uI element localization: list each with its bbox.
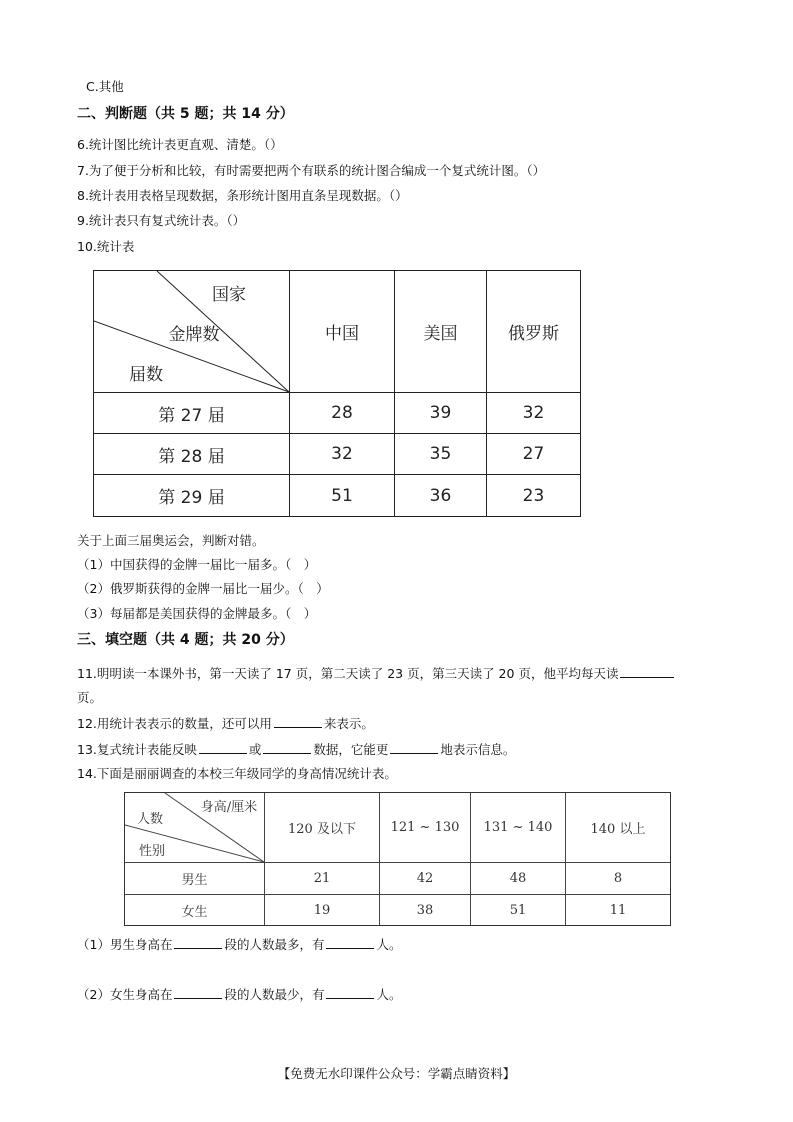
section-3-heading: 三、填空题（共 4 题；共 20 分） (77, 632, 294, 648)
row-label: 男生 (181, 873, 208, 888)
table-cell: 36 (429, 485, 452, 506)
answer-blank[interactable] (326, 936, 374, 949)
column-header: 121 ~ 130 (390, 820, 460, 835)
question-13-text: 或 (248, 742, 262, 757)
option-c: C.其他 (86, 79, 124, 94)
answer-blank[interactable] (174, 936, 222, 949)
table-cell: 35 (429, 444, 452, 464)
height-table (124, 792, 671, 926)
question-14-sub-2 (77, 986, 402, 1004)
answer-blank[interactable] (620, 665, 674, 678)
row-label: 第 28 届 (158, 446, 225, 467)
table-cell: 27 (522, 444, 545, 464)
question-10-statement-3: （3）每届都是美国获得的金牌最多。（ ） (77, 606, 317, 621)
column-header: 120 及以下 (288, 822, 356, 837)
row-label: 第 29 届 (158, 488, 225, 508)
table-cell: 11 (609, 902, 627, 918)
question-10-intro: 关于上面三届奥运会，判断对错。 (77, 533, 265, 548)
question-14-sub-2-text: （2）女生身高在 (77, 987, 173, 1002)
column-header: 140 以上 (590, 822, 646, 837)
question-13 (77, 741, 515, 759)
row-label: 第 27 届 (158, 405, 225, 426)
question-7: 7.为了便于分析和比较，有时需要把两个有联系的统计图合编成一个复式统计图。（） (77, 163, 546, 178)
answer-blank[interactable] (174, 986, 222, 999)
table-cell: 38 (416, 902, 434, 918)
table-cell: 28 (331, 403, 353, 423)
question-11-text: 11.明明读一本课外书，第一天读了 17 页，第二天读了 23 页，第三天读了 20 页，他平均每天读 (77, 666, 619, 681)
question-11-end: 页。 (77, 690, 103, 705)
answer-blank[interactable] (274, 715, 322, 728)
column-header: 美国 (423, 324, 458, 344)
question-14-sub-1-text: （1）男生身高在 (77, 937, 173, 952)
corner-label-height: 身高/厘米 (200, 799, 258, 815)
question-13-text-end: 地表示信息。 (440, 742, 516, 757)
page-footer: 【免费无水印课件公众号：学霸点睛资料】 (277, 1066, 516, 1081)
table-cell: 32 (522, 403, 545, 423)
table-cell: 21 (313, 871, 331, 886)
column-header: 131 ~ 140 (483, 820, 553, 835)
row-label: 女生 (181, 904, 208, 920)
question-9: 9.统计表只有复式统计表。（） (77, 213, 246, 228)
question-10-statement-2: （2）俄罗斯获得的金牌一届比一届少。（ ） (77, 581, 329, 596)
question-10-statement-1: （1）中国获得的金牌一届比一届多。（ ） (77, 557, 317, 572)
corner-label-count: 人数 (136, 811, 163, 827)
corner-label-medals: 金牌数 (168, 324, 220, 345)
table-cell: 48 (509, 871, 527, 886)
answer-blank[interactable] (390, 741, 438, 754)
corner-label-country: 国家 (212, 284, 246, 305)
answer-blank[interactable] (199, 741, 247, 754)
question-6: 6.统计图比统计表更直观、清楚。（） (77, 137, 283, 152)
column-header: 中国 (325, 324, 359, 344)
question-13-text: 13.复式统计表能反映 (77, 742, 197, 757)
question-14-sub-1-text-end: 人。 (376, 937, 402, 952)
question-14-sub-2-text-end: 人。 (376, 987, 402, 1002)
table-cell: 39 (429, 403, 452, 423)
column-header: 俄罗斯 (508, 324, 559, 344)
question-12-text-end: 来表示。 (323, 716, 374, 731)
question-13-text: 数据，它能更 (313, 742, 389, 757)
answer-blank[interactable] (263, 741, 311, 754)
question-14: 14.下面是丽丽调查的本校三年级同学的身高情况统计表。 (77, 766, 397, 781)
table-cell: 42 (416, 871, 434, 886)
question-12-text: 12.用统计表表示的数量，还可以用 (77, 716, 272, 731)
question-8: 8.统计表用表格呈现数据，条形统计图用直条呈现数据。（） (77, 188, 408, 203)
corner-label-session: 届数 (129, 364, 163, 385)
question-10: 10.统计表 (77, 239, 135, 254)
question-14-sub-1-text: 段的人数最多，有 (224, 937, 325, 952)
table-cell: 51 (509, 902, 527, 918)
question-12 (77, 715, 374, 733)
table-cell: 8 (613, 871, 623, 886)
question-14-sub-2-text: 段的人数最少，有 (224, 987, 325, 1002)
corner-label-gender: 性别 (138, 843, 165, 859)
question-14-sub-1 (77, 936, 402, 954)
answer-blank[interactable] (326, 986, 374, 999)
question-11 (77, 665, 676, 683)
table-cell: 23 (522, 485, 545, 506)
table-cell: 51 (331, 485, 353, 506)
table-cell: 32 (331, 444, 353, 464)
table-cell: 19 (313, 902, 331, 918)
medal-table (93, 270, 581, 517)
section-2-heading: 二、判断题（共 5 题；共 14 分） (77, 106, 294, 122)
